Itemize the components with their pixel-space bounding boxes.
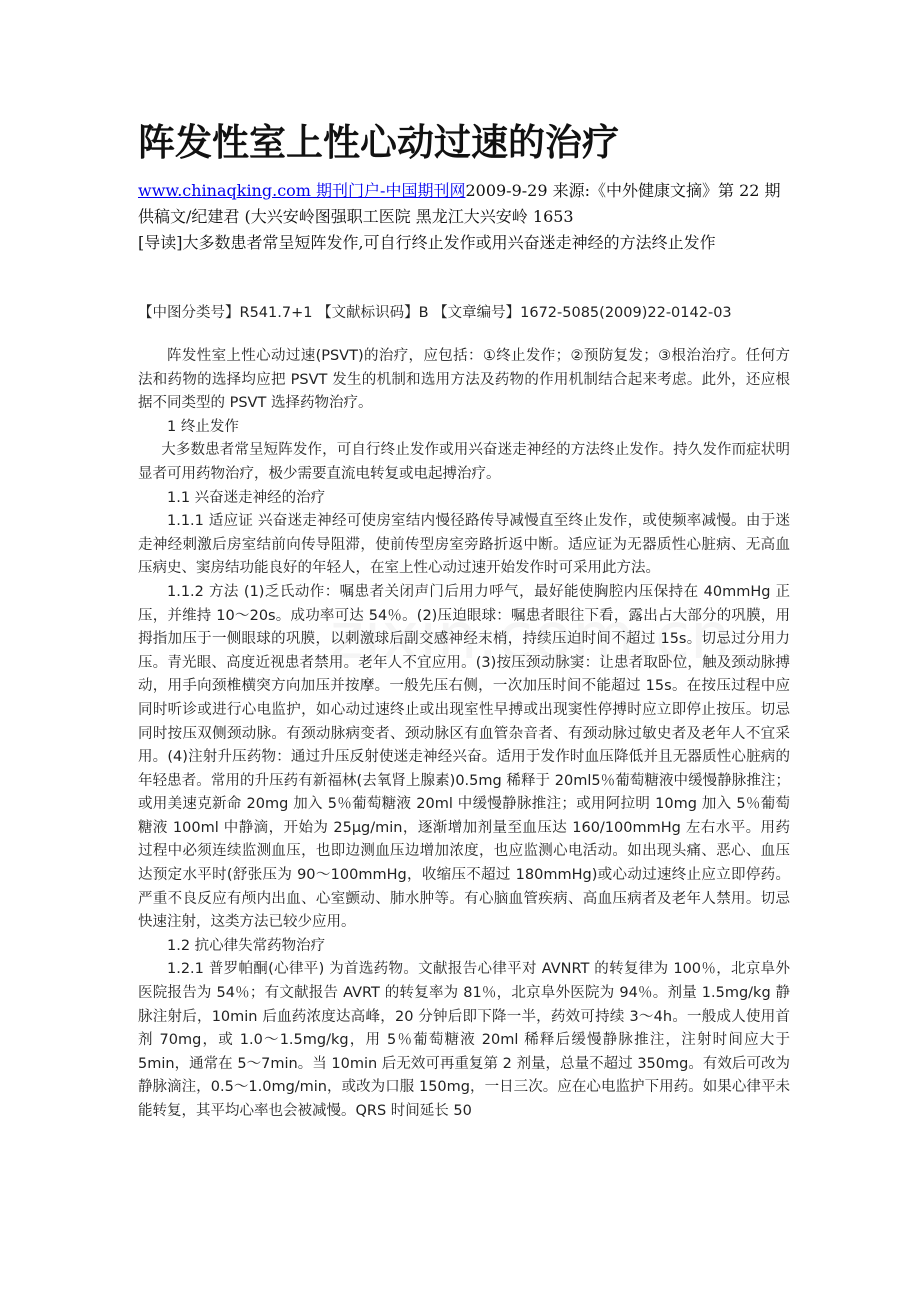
paragraph-indications: 1.1.1 适应证 兴奋迷走神经可使房室结内慢径路传导减慢直至终止发作，或使频率减慢。由于迷走神经刺激后房室结前向传导阻滞，使前传型房室旁路折返中断。适应证为无器质性心脏病、无高血压病史、窦房结功能良好的年轻人，在室上性心动过速开始发作时可采用此方法。 [138, 513, 790, 577]
source-site-link[interactable]: www.chinaqking.com 期刊门户-中国期刊网 [138, 181, 466, 200]
paragraph-methods: 1.1.2 方法 (1)乏氏动作：嘱患者关闭声门后用力呼气，最好能使胸腔内压保持在 40mmHg 正压，并维持 10～20s。成功率可达 54％。(2)压迫眼球：嘱患者眼往下看，露出占大部分的巩膜，用拇指加压于一侧眼球的巩膜，以刺激球后副交感神经末梢，持续压迫时间不超过 15s。切忌过分用力压。青光眼、高度近视患者禁用。老年人不宜应用。(3)按压颈动脉窦：让患者取卧位，触及颈动脉搏动，用手向颈椎横突方向加压并按摩。一般先压右侧，一次加压时间不能超过 15s。在按压过程中应同时听诊或进行心电监护，如心动过速终止或出现室性早搏或出现窦性停搏时应立即停止按压。切忌同时按压双侧颈动脉。有颈动脉病变者、颈动脉区有血管杂音者、有颈动脉过敏史者及老年人不宜采用。(4)注射升压药物：通过升压反射使迷走神经兴奋。适用于发作时血压降低并且无器质性心脏病的年轻患者。常用的升压药有新福林(去氧肾上腺素)0.5mg 稀释于 20ml5％葡萄糖液中缓慢静脉推注；或用美速克新命 20mg 加入 5％葡萄糖液 20ml 中缓慢静脉推注；或用阿拉明 10mg 加入 5％葡萄糖液 100ml 中静滴，开始为 25μg/min，逐渐增加剂量至血压达 160/100mmHg 左右水平。用药过程中必须连续监测血压，也即边测血压边增加浓度，也应监测心电活动。如出现头痛、恶心、血压达预定水平时(舒张压为 90～100mmHg，收缩压不超过 180mmHg)或心动过速终止应立即停药。严重不良反应有颅内出血、心室颤动、肺水肿等。有心脑血管疾病、高血压病者及老年人禁用。切忌快速注射，这类方法已较少应用。 [138, 583, 790, 931]
paragraph-propafenone: 1.2.1 普罗帕酮(心律平) 为首选药物。文献报告心律平对 AVNRT 的转复律为 100％，北京阜外医院报告为 54％；有文献报告 AVRT 的转复率为 81％，北京阜外医院为 94％。剂量 1.5mg/kg 静脉注射后，10min 后血药浓度达高峰，20 分钟后即下降一半，药效可持续 3～4h。一般成人使用首剂 70mg，或 1.0～1.5mg/kg，用 5％葡萄糖液 20ml 稀释后缓慢静脉推注，注射时间应大于 5min，通常在 5～7min。当 10min 后无效可再重复第 2 剂量，总量不超过 350mg。有效后可改为静脉滴注，0.5～1.0mg/min，或改为口服 150mg，一日三次。应在心电监护下用药。如果心律平未能转复，其平均心率也会被减慢。QRS 时间延长 50 [138, 961, 790, 1119]
article-title: 阵发性室上性心动过速的治疗 [138, 121, 619, 164]
section-heading-1: 1 终止发作 [167, 418, 239, 435]
source-info [138, 178, 788, 256]
section-heading-1-1: 1.1 兴奋迷走神经的治疗 [167, 489, 326, 506]
classification-info: 【中图分类号】R541.7+1 【文献标识码】B 【文章编号】1672-5085(2009)22-0142-03 [138, 305, 732, 321]
article-intro: [导读]大多数患者常呈短阵发作,可自行终止发作或用兴奋迷走神经的方法终止发作 [138, 233, 716, 252]
section-heading-1-2: 1.2 抗心律失常药物治疗 [167, 937, 326, 954]
source-date: 2009-9-29 来源:《中外健康文摘》第 22 期供稿文/纪建君 (大兴安岭图强职工医院 黑龙江大兴安岭 1653 [138, 181, 781, 226]
article-body [138, 345, 790, 1124]
paragraph-termination: 大多数患者常呈短阵发作，可自行终止发作或用兴奋迷走神经的方法终止发作。持久发作而症状明显者可用药物治疗，极少需要直流电转复或电起搏治疗。 [138, 442, 790, 482]
paragraph-intro: 阵发性室上性心动过速(PSVT)的治疗，应包括：①终止发作；②预防复发；③根治治疗。任何方法和药物的选择均应把 PSVT 发生的机制和选用方法及药物的作用机制结合起来考虑。此外，还应根据不同类型的 PSVT 选择药物治疗。 [138, 348, 790, 412]
